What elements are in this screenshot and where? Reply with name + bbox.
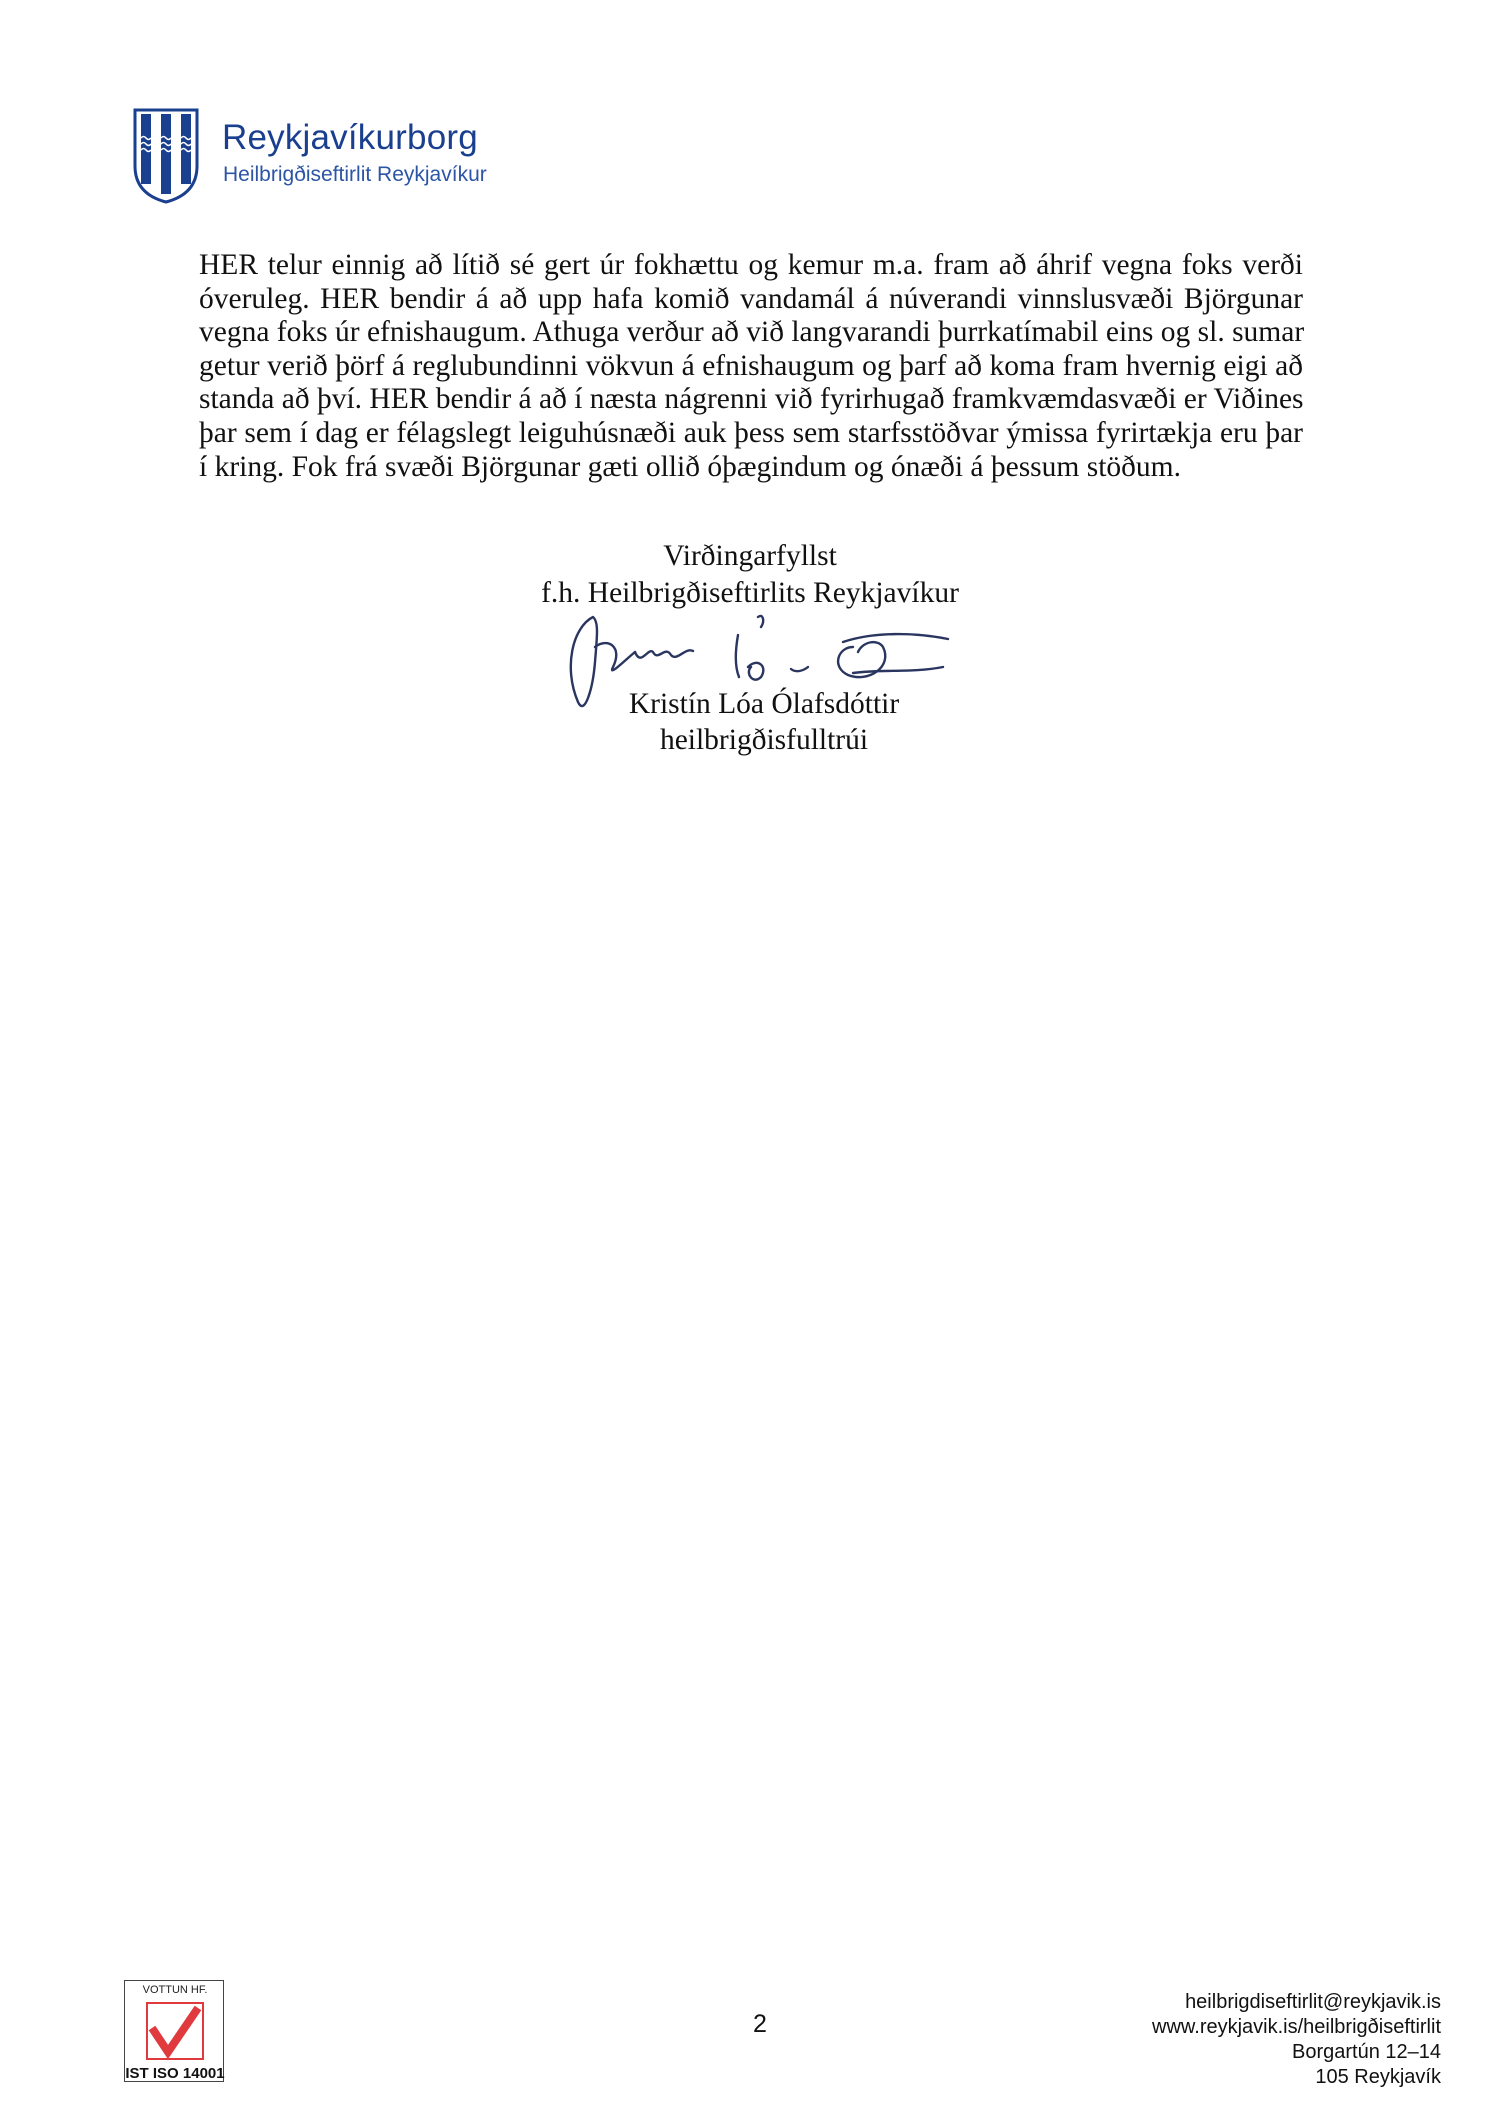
page-number: 2 — [753, 2010, 767, 2038]
signer-title: heilbrigðisfulltrúi — [659, 724, 869, 756]
closing-salutation: Virðingarfyllst — [663, 540, 837, 572]
contact-website[interactable]: www.reykjavik.is/heilbrigðiseftirlit — [1152, 2016, 1441, 2038]
department-name: Heilbrigðiseftirlit Reykjavíkur — [223, 163, 487, 186]
contact-city: 105 Reykjavík — [1315, 2066, 1441, 2088]
body-line: standa að því. HER bendir á að í næsta nágrenni við fyrirhugað framkvæmdasvæði er Viðines — [199, 383, 1304, 416]
checkmark-icon — [146, 2002, 204, 2060]
contact-email[interactable]: heilbrigdiseftirlit@reykjavik.is — [1185, 1991, 1441, 2013]
contact-block — [1152, 1990, 1441, 2090]
body-line: vegna foks úr efnishaugum. Athuga verður að við langvarandi þurrkatímabil eins og sl. sumar — [199, 316, 1305, 349]
body-line: þar sem í dag er félagslegt leiguhúsnæði auk þess sem starfsstöðvar ýmissa fyrirtækja eru þar — [199, 416, 1303, 449]
body-line: getur verið þörf á reglubundinni vökvun á efnishaugum og þarf að koma fram hvernig eigi að — [199, 349, 1303, 382]
badge-bottom-label: IST ISO 14001 — [125, 2065, 225, 2082]
on-behalf-line: f.h. Heilbrigðiseftirlits Reykjavíkur — [541, 577, 959, 609]
reykjavik-shield-icon — [133, 108, 199, 204]
body-line: í kring. Fok frá svæði Björgunar gæti ollið óþægindum og ónæði á þessum stöðum. — [199, 450, 1181, 483]
body-line: óveruleg. HER bendir á að upp hafa komið vandamál á núverandi vinnslusvæði Björgunar — [199, 282, 1303, 315]
badge-top-label: VOTTUN HF. — [142, 1984, 208, 1996]
contact-street: Borgartún 12–14 — [1291, 2041, 1441, 2063]
body-paragraph — [199, 249, 1303, 484]
signer-name: Kristín Lóa Ólafsdóttir — [628, 688, 900, 720]
organization-name: Reykjavíkurborg — [222, 118, 478, 157]
body-line: HER telur einnig að lítið sé gert úr fokhættu og kemur m.a. fram að áhrif vegna foks verði — [199, 249, 1303, 281]
iso-certification-badge — [124, 1980, 226, 2082]
